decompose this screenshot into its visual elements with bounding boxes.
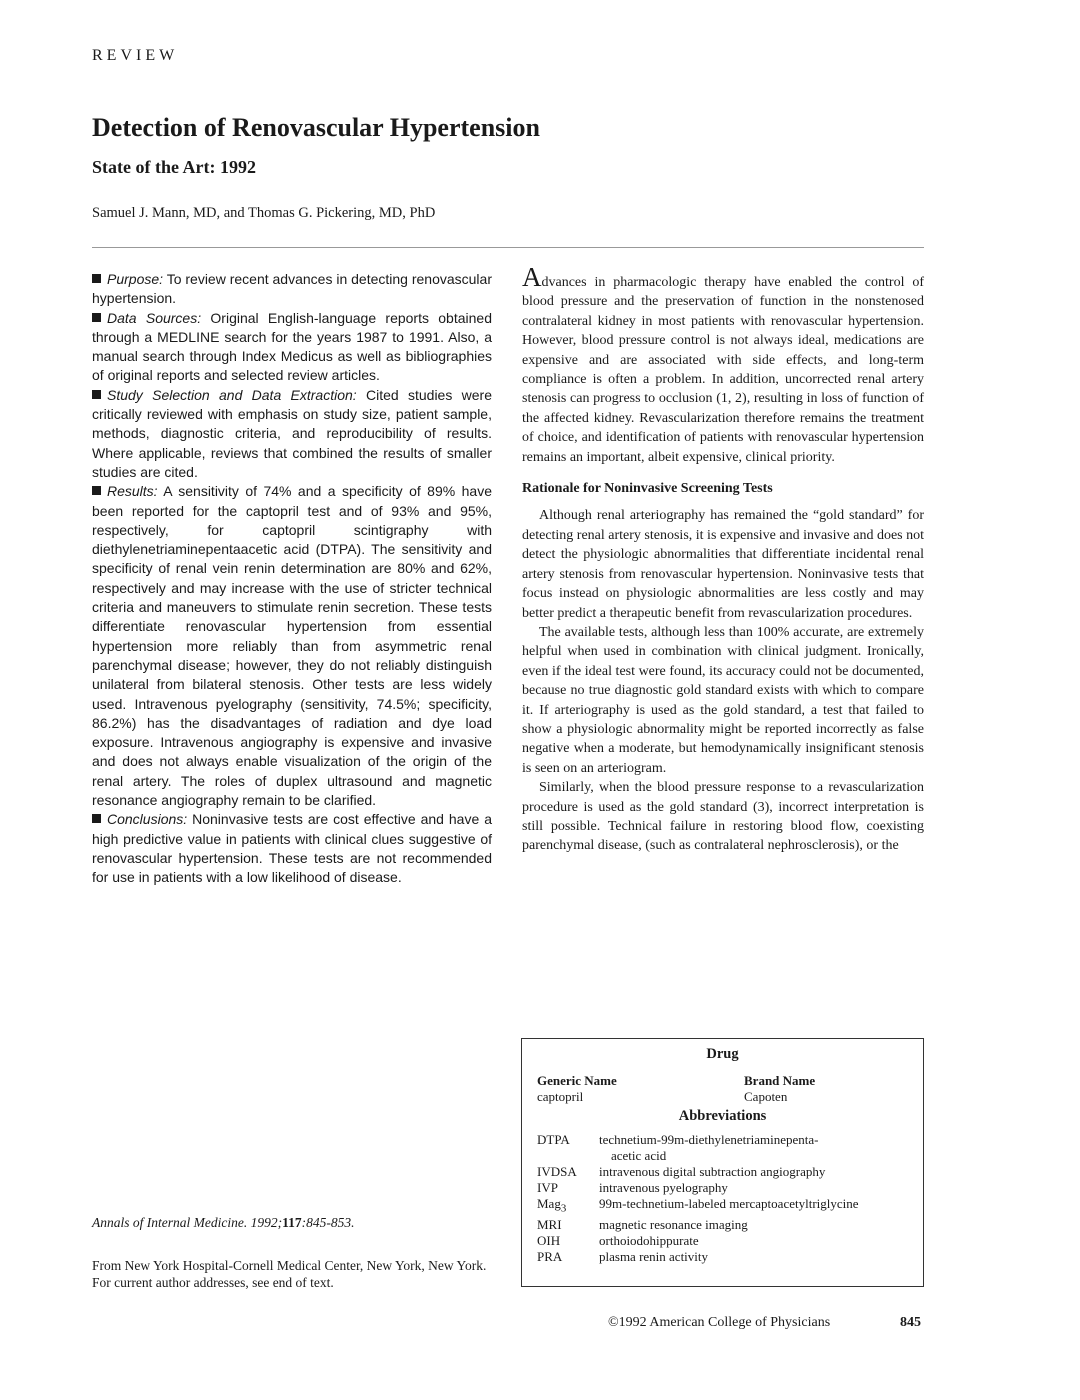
abbreviation-term	[537, 1180, 599, 1196]
drug-abbreviations-box	[521, 1038, 924, 1287]
abbreviation-term	[537, 1196, 599, 1217]
abbreviation-row	[537, 1196, 912, 1217]
page-number: 845	[900, 1315, 921, 1330]
abstract-conclusions	[92, 810, 492, 887]
abbreviation-definition	[599, 1249, 912, 1265]
abbreviation-term-text: IVP	[537, 1180, 558, 1195]
abbreviation-definition	[599, 1196, 912, 1217]
abstract	[92, 270, 492, 888]
sources-text: Original English-language reports obtained through a MEDLINE search for the years 1987 to 1991. Also, a manual search through Index Medicus as well as bibliographies of original reports and selected review articles.	[92, 309, 492, 384]
abbreviation-subscript: 3	[560, 1202, 567, 1215]
results-text: A sensitivity of 74% and a specificity of 89% have been reported for the captopril test and of 93% and 95%, respectively, for captopril scintigraphy with diethylenetriaminepentaacetic acid (DTPA). The sensitivity and specificity of renal vein renin determination are 80% and 62%, respectively and may increase with the use of stricter technical criteria and maneuvers to stimulate renin secretion. These tests differentiate renovascular hypertension from essential hypertension more reliably than from asymmetric renal parenchymal disease; however, they do not reliably distinguish unilateral from bilateral stenosis. Other tests are less widely used. Intravenous pyelography (sensitivity, 74.5%; specificity, 86.2%) has the disadvantages of radiation and dye load exposure. Intravenous angiography is expensive and invasive and does not always enable visualization of the origin of the renal artery. The roles of duplex ultrasound and magnetic resonance angiography remain to be clarified.	[92, 483, 492, 809]
abbreviation-row	[537, 1249, 912, 1265]
drop-cap: A	[522, 262, 542, 292]
section-heading: Rationale for Noninvasive Screening Tests	[522, 481, 773, 497]
affiliation: From New York Hospital-Cornell Medical Center, New York, New York. For current author addresses, see end of text.	[92, 1258, 487, 1290]
selection-text: Cited studies were critically reviewed with emphasis on study size, patient sample, methods, diagnostic criteria, and reproducibility of results. Where applicable, reviews that combined the results of smaller studies are cited.	[92, 386, 492, 480]
abbreviation-definition-text: plasma renin activity	[599, 1248, 709, 1264]
purpose-label: Purpose:	[107, 271, 164, 287]
abbreviation-definition	[599, 1180, 912, 1196]
abbreviations-heading: Abbreviations	[678, 1108, 767, 1124]
purpose-text: To review recent advances in detecting renovascular hypertension.	[92, 271, 492, 307]
abbreviation-term	[537, 1249, 599, 1265]
abbreviation-definition-text: intravenous pyelography	[599, 1180, 728, 1195]
abbreviation-definition	[599, 1217, 912, 1233]
abbreviations-list	[537, 1132, 912, 1265]
bullet-square-icon	[92, 313, 101, 322]
generic-name-header: Generic Name	[537, 1073, 617, 1088]
journal-name: Annals of Internal Medicine.	[92, 1215, 248, 1230]
abbreviation-definition	[599, 1164, 912, 1180]
body-text-column	[522, 262, 925, 856]
abbreviation-term-text: IVDSA	[537, 1164, 577, 1179]
abbreviation-row	[537, 1164, 912, 1180]
conclusions-text: Noninvasive tests are cost effective and have a high predictive value in patients with clinical clues suggestive of renovascular hypertension. These tests are not recommended for use in patients with a low likelihood of disease.	[92, 811, 492, 886]
abbreviation-definition-text: orthoiodohippurate	[599, 1232, 699, 1248]
header-rule	[92, 247, 924, 248]
sources-label: Data Sources:	[107, 309, 202, 326]
abbreviation-row	[537, 1180, 912, 1196]
bullet-square-icon	[92, 486, 101, 495]
generic-name-value: captopril	[537, 1089, 584, 1104]
journal-citation	[92, 1215, 354, 1231]
abbreviation-definition-text: 99m-technetium-labeled mercaptoacetyltriglycine	[599, 1196, 859, 1211]
journal-year: 1992;	[250, 1215, 283, 1230]
abbreviation-term	[537, 1217, 599, 1233]
abbreviation-definition	[599, 1233, 912, 1249]
body-paragraph: The available tests, although less than 100% accurate, are extremely helpful when used in combination with clinical judgment. Ironically, even if the ideal test were found, its accuracy could not be documented, because no true diagnostic gold standard exists with which to compare it. If arteriography is used as the gold standard, a test that failed to show a physiologic abnormality might be reported incorrectly as false negative when a moderate, but hemodynamically insignificant stenosis is seen on an arteriogram.	[522, 624, 924, 776]
abstract-selection	[92, 386, 492, 482]
selection-label: Study Selection and Data Extraction:	[107, 386, 357, 403]
intro-text: dvances in pharmacologic therapy have enabled the control of blood pressure and the preservation of function in the nonstenosed contralateral kidney in most patients with renovascular hypertension. However, blood pressure control is not always ideal, medications are expensive and are associated with side effects, and long-term compliance is often a problem. In addition, uncorrected renal artery stenosis can progress to occlusion (1, 2), resulting in loss of function of the affected kidney. Revascularization therefore remains the treatment of choice, and identification of patients with renovascular hypertension remains an important, albeit expensive, clinical priority.	[522, 275, 924, 465]
body-paragraph: Similarly, when the blood pressure response to a revascularization procedure is used as the gold standard (3), incorrect interpretation is still possible. Technical failure in restoring blood flow, coexisting parenchymal disease, (such as contralateral nephrosclerosis), or the	[522, 780, 924, 854]
abbreviation-term-text: Mag	[537, 1196, 561, 1211]
abbreviation-definition-text: intravenous digital subtraction angiography	[599, 1164, 826, 1179]
abbreviation-term	[537, 1233, 599, 1249]
brand-name-value: Capoten	[744, 1089, 788, 1104]
abstract-sources	[92, 309, 492, 386]
brand-name-header: Brand Name	[744, 1073, 816, 1088]
abbreviation-term-text: DTPA	[537, 1132, 570, 1147]
authors: Samuel J. Mann, MD, and Thomas G. Pickering, MD, PhD	[92, 205, 436, 221]
abbreviation-term-text: OIH	[537, 1232, 561, 1248]
abbreviation-definition-continued: acetic acid	[611, 1148, 667, 1163]
abbreviation-term-text: PRA	[537, 1248, 563, 1264]
abbreviation-definition	[599, 1132, 912, 1164]
body-paragraph-intro	[522, 262, 924, 467]
abbreviation-row	[537, 1217, 912, 1233]
journal-volume: 117	[282, 1215, 302, 1230]
copyright: ©1992 American College of Physicians	[608, 1315, 831, 1330]
conclusions-label: Conclusions:	[107, 811, 188, 828]
article-title: Detection of Renovascular Hypertension	[92, 113, 540, 142]
abbreviation-term	[537, 1164, 599, 1180]
results-label: Results:	[107, 483, 158, 500]
bullet-square-icon	[92, 390, 101, 399]
section-label: REVIEW	[92, 47, 179, 64]
abbreviation-definition-text: technetium-99m-diethylenetriaminepenta-	[599, 1132, 819, 1147]
abbreviation-term-text: MRI	[537, 1216, 562, 1232]
abbreviation-definition-text: magnetic resonance imaging	[599, 1216, 748, 1232]
abstract-results	[92, 482, 492, 810]
abbreviation-row	[537, 1233, 912, 1249]
drug-heading: Drug	[706, 1046, 739, 1062]
article-subtitle: State of the Art: 1992	[92, 157, 256, 177]
abbreviation-term	[537, 1132, 599, 1164]
bullet-square-icon	[92, 814, 101, 823]
journal-pages: :845-853.	[301, 1215, 355, 1230]
body-paragraph: Although renal arteriography has remained the “gold standard” for detecting renal artery stenosis, it is expensive and invasive and does not detect the physiologic abnormalities that differentiate incidental renal artery stenosis from renovascular hypertension. Noninvasive tests that focus instead on physiologic abnormalities are less costly and may better predict a therapeutic benefit from revascularization procedures.	[522, 508, 925, 621]
bullet-square-icon	[92, 274, 101, 283]
abstract-purpose	[92, 270, 492, 309]
abbreviation-row	[537, 1132, 912, 1164]
